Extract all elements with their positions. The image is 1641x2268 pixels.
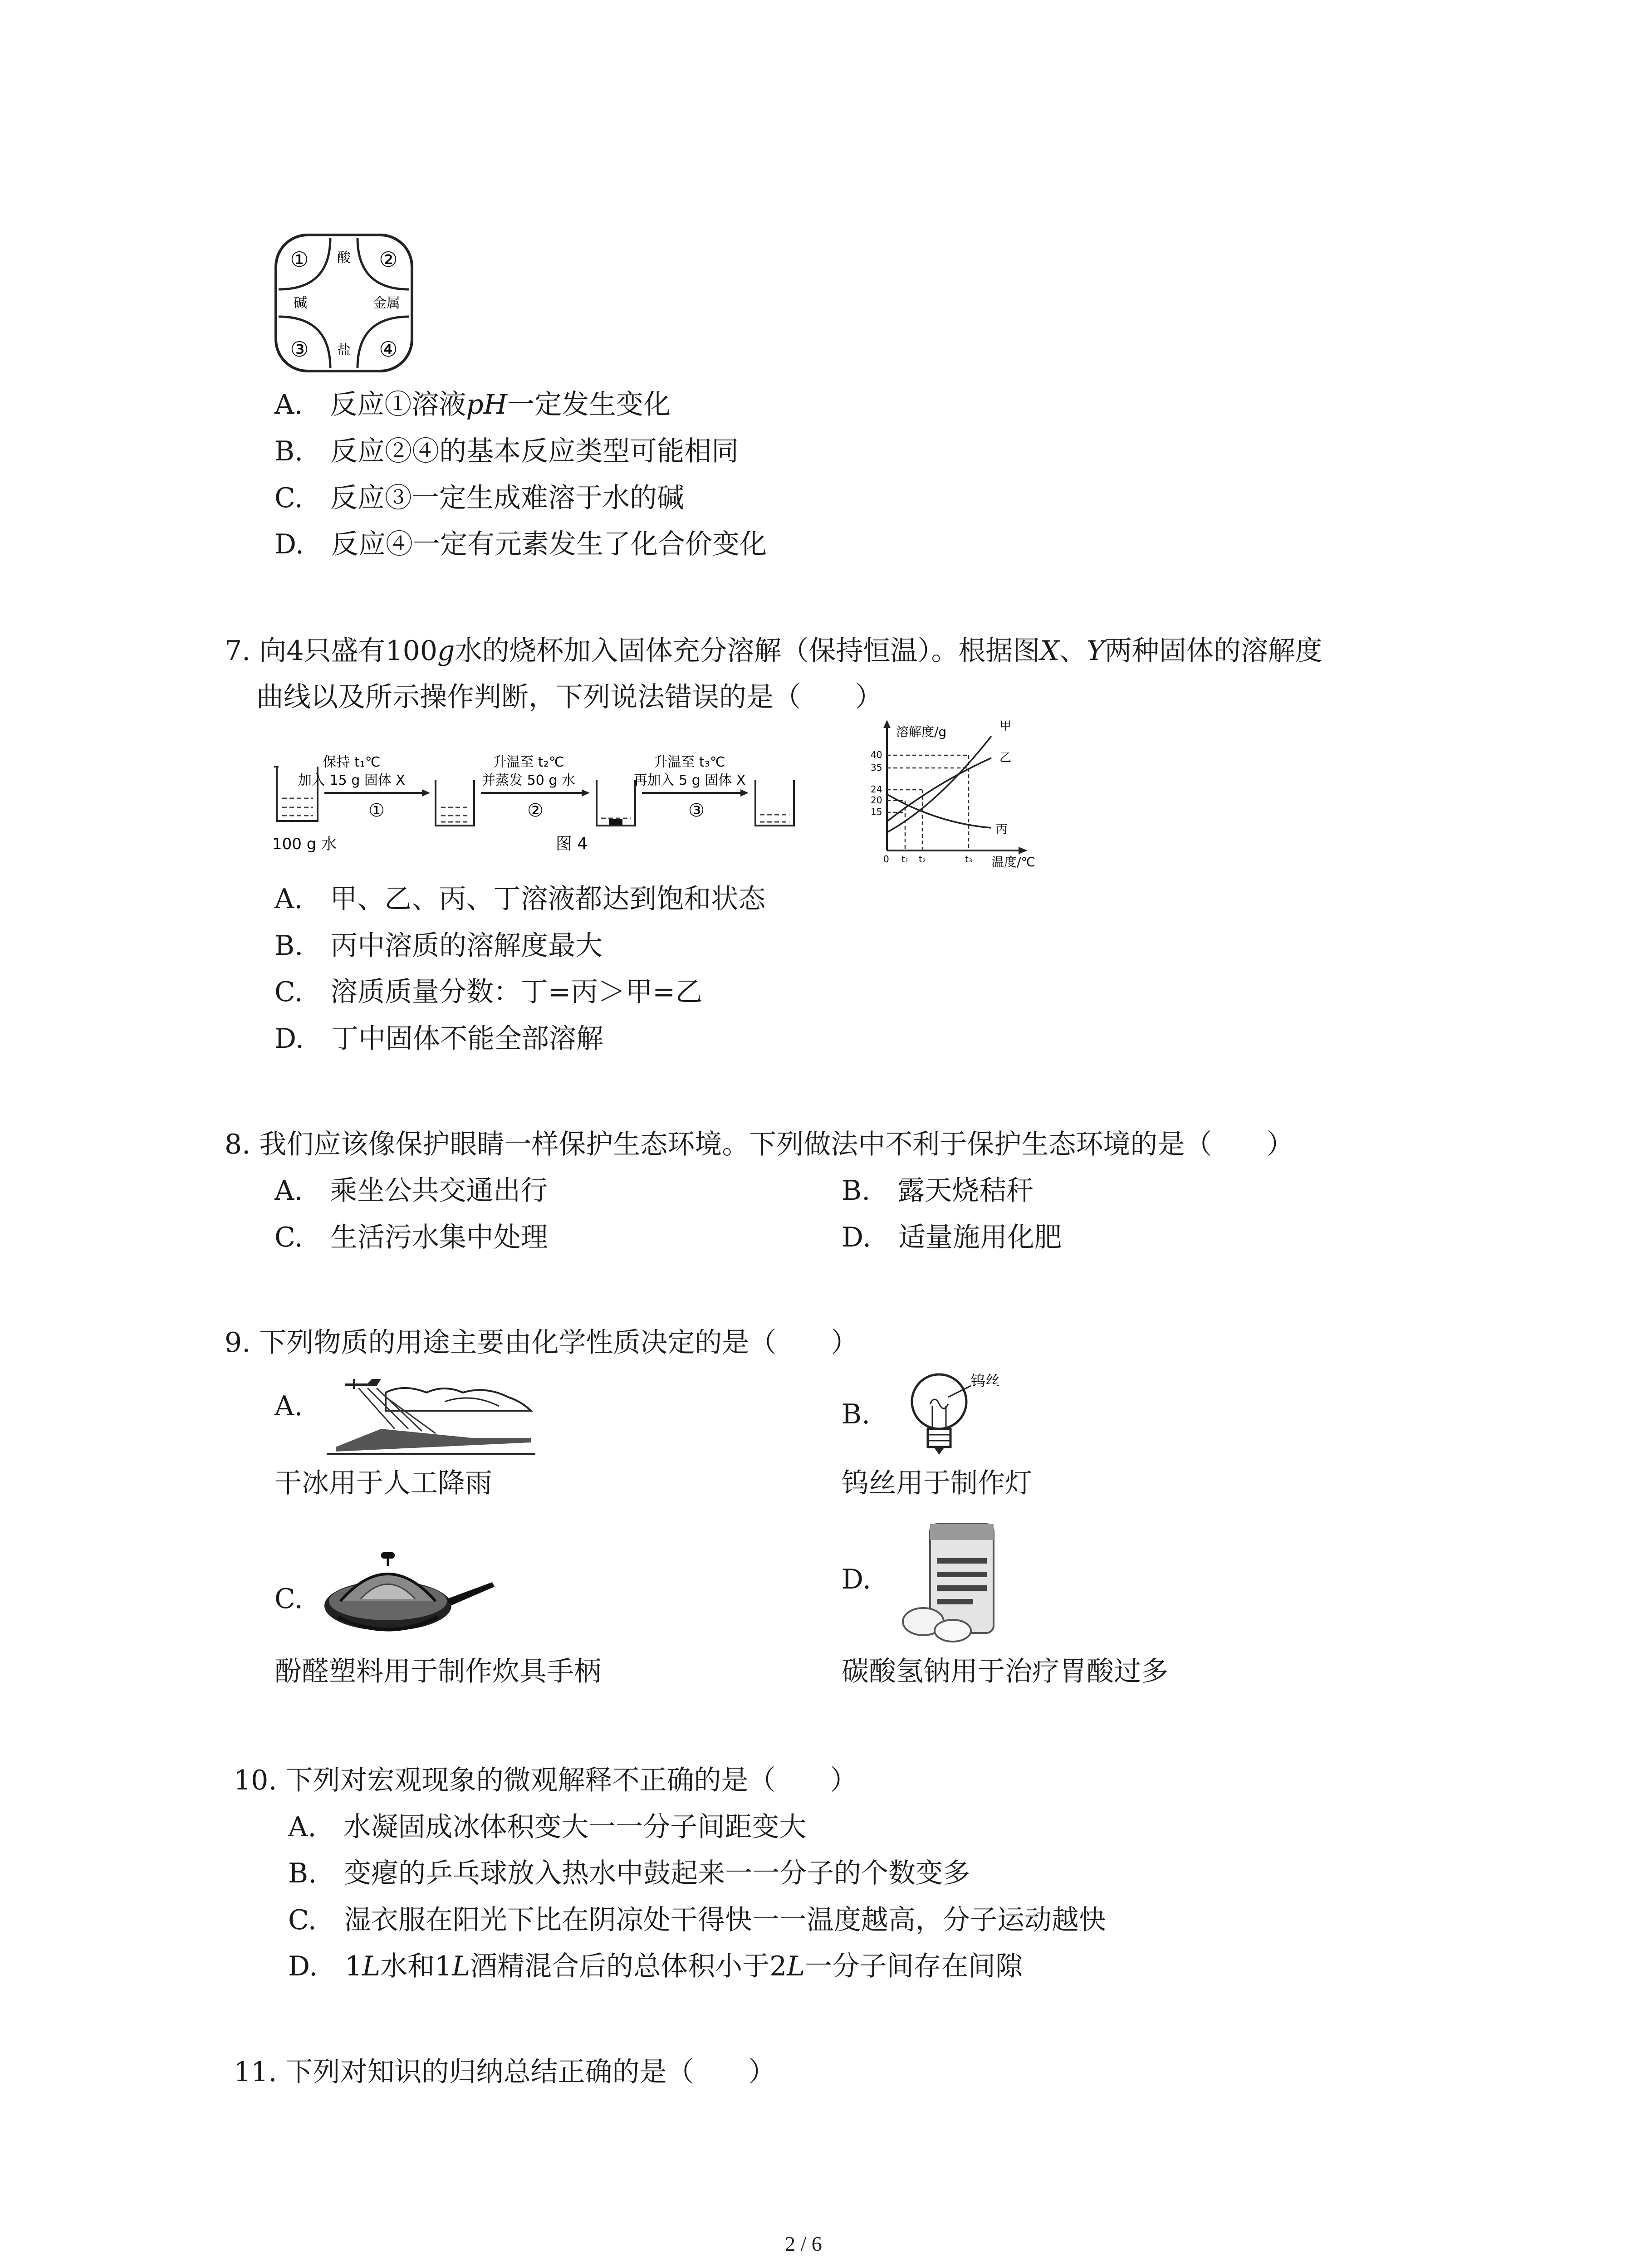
q7-experiment-svg xyxy=(272,730,898,866)
q6-diagram-c4: ④ xyxy=(379,337,398,362)
q6-option-d-text: 反应④一定有元素发生了化合价变化 xyxy=(331,528,767,560)
beaker-3 xyxy=(597,780,635,826)
q10-stem: 10. 下列对宏观现象的微观解释不正确的是（ ） xyxy=(234,1765,857,1796)
q6-diagram-svg xyxy=(272,231,417,376)
q10-option-c-key: C. xyxy=(288,1904,317,1936)
q6-option-c xyxy=(274,475,684,521)
graph-ytick-35: 35 xyxy=(871,762,882,773)
graph-xtick-0: 0 xyxy=(883,854,889,865)
graph-xtick-t3: t₃ xyxy=(965,854,972,865)
q8-stem: 8. 我们应该像保护眼睛一样保护生态环境。下列做法中不利于保护生态环境的是（ ） xyxy=(225,1129,1294,1160)
q9-option-d-caption: 碳酸氢钠用于治疗胃酸过多 xyxy=(842,1656,1168,1687)
q6-option-a-post: 一定发生变化 xyxy=(507,389,671,420)
q10-option-a xyxy=(288,1804,806,1850)
beaker-4 xyxy=(755,780,794,826)
q7-stem-c: 、 xyxy=(1059,635,1087,667)
graph-xtick-t2: t₂ xyxy=(919,854,926,865)
q10-option-d xyxy=(288,1944,1023,1989)
q6-diagram-acid: 酸 xyxy=(337,250,351,266)
q7-graph-svg xyxy=(855,714,1046,869)
step2-bottom: 并蒸发 50 g 水 xyxy=(482,772,575,788)
q9-option-c-key: C. xyxy=(274,1583,303,1615)
q10-option-b xyxy=(288,1851,970,1896)
q10-option-d-key: D. xyxy=(288,1950,318,1982)
q6-conversion-diagram xyxy=(272,231,417,376)
bulb-label: 钨丝 xyxy=(971,1372,1000,1389)
graph-ytick-40: 40 xyxy=(871,749,882,760)
q8-option-b xyxy=(842,1168,1034,1213)
q8-option-c xyxy=(274,1215,548,1260)
q7-option-b-text: 丙中溶质的溶解度最大 xyxy=(330,930,603,962)
q9-option-b-caption: 钨丝用于制作灯 xyxy=(842,1467,1032,1499)
q9-image-bulb xyxy=(903,1368,1012,1458)
q7-option-d-key: D. xyxy=(274,1023,304,1055)
graph-ytick-15: 15 xyxy=(871,807,882,817)
q9-image-pan xyxy=(320,1538,497,1651)
graph-curve-jia: 甲 xyxy=(999,719,1012,733)
q10-option-d-i1: L xyxy=(362,1950,381,1982)
step3-top: 升温至 t₃℃ xyxy=(654,754,725,770)
q8-option-a xyxy=(274,1168,548,1213)
q7-option-a-key: A. xyxy=(274,883,303,915)
q9-image-medicine xyxy=(898,1517,1021,1644)
beaker-2 xyxy=(436,780,474,826)
q6-diagram-salt: 盐 xyxy=(337,342,351,358)
q10-option-a-text: 水凝固成冰体积变大一一分子间距变大 xyxy=(343,1811,807,1843)
q9-option-b-key: B. xyxy=(842,1398,871,1430)
q8-option-d-text: 适量施用化肥 xyxy=(898,1222,1062,1253)
step2-number: ② xyxy=(527,800,544,821)
q8-option-b-text: 露天烧秸秆 xyxy=(897,1175,1034,1207)
q10-option-d-p4: 一分子间存在间隙 xyxy=(805,1950,1023,1982)
q6-diagram-c3: ③ xyxy=(290,337,309,362)
q9-image-rain xyxy=(327,1374,540,1461)
q8-option-d xyxy=(842,1215,1062,1260)
step1-bottom: 加入 15 g 固体 X xyxy=(298,772,405,788)
q10-option-d-i3: L xyxy=(787,1950,805,1982)
q6-option-a xyxy=(274,382,671,427)
q7-experiment-figure xyxy=(272,730,898,866)
q7-option-c-key: C. xyxy=(274,976,303,1008)
q8-option-b-key: B. xyxy=(842,1175,871,1207)
q8-option-d-key: D. xyxy=(842,1222,872,1253)
q10-option-a-key: A. xyxy=(288,1811,317,1843)
q7-option-b-key: B. xyxy=(274,930,304,962)
q11-stem: 11. 下列对知识的归纳总结正确的是（ ） xyxy=(234,2056,776,2088)
q6-option-b xyxy=(274,429,739,474)
q10-option-b-text: 变瘪的乒乓球放入热水中鼓起来一一分子的个数变多 xyxy=(344,1857,970,1889)
q9-option-a-key: A. xyxy=(274,1390,303,1422)
q6-option-a-ph: pH xyxy=(466,389,508,420)
step3-bottom: 再加入 5 g 固体 X xyxy=(633,772,746,788)
step1-number: ① xyxy=(368,800,385,821)
q7-stem-line1 xyxy=(225,628,1323,674)
q6-diagram-base: 碱 xyxy=(294,295,307,311)
q10-option-c xyxy=(288,1897,1106,1943)
q7-stem-y: Y xyxy=(1087,635,1105,667)
q6-diagram-c1: ① xyxy=(290,247,309,272)
q7-stem-x: X xyxy=(1040,635,1060,667)
q6-diagram-c2: ② xyxy=(379,247,398,272)
q7-option-c xyxy=(274,969,702,1015)
q6-diagram-metal: 金属 xyxy=(373,295,400,311)
q7-stem-line2: 曲线以及所示操作判断，下列说法错误的是（ ） xyxy=(256,681,882,713)
q6-option-c-key: C. xyxy=(274,482,303,514)
graph-xtick-t1: t₁ xyxy=(901,854,909,865)
q7-option-d xyxy=(274,1016,603,1061)
q8-option-c-text: 生活污水集中处理 xyxy=(330,1222,548,1253)
q8-option-a-key: A. xyxy=(274,1175,303,1207)
q9-option-a-caption: 干冰用于人工降雨 xyxy=(274,1467,492,1499)
q7-stem-a: 7. 向4只盛有100 xyxy=(225,635,438,667)
q7-stem-g: g xyxy=(437,635,455,667)
graph-curve-yi: 乙 xyxy=(999,751,1012,765)
graph-curve-bing: 丙 xyxy=(996,823,1008,836)
q8-option-c-key: C. xyxy=(274,1222,303,1253)
q7-option-c-text: 溶质质量分数：丁=丙＞甲=乙 xyxy=(330,976,703,1008)
q10-option-d-i2: L xyxy=(452,1950,470,1982)
q6-option-d-key: D. xyxy=(274,528,304,560)
q10-option-d-p1: 1 xyxy=(345,1950,362,1982)
graph-ytick-20: 20 xyxy=(871,795,882,806)
water-label: 100 g 水 xyxy=(272,835,337,853)
q10-option-d-p2: 水和1 xyxy=(380,1950,452,1982)
step1-top: 保持 t₁℃ xyxy=(323,754,381,770)
q9-option-d-key: D. xyxy=(842,1564,872,1595)
q6-option-b-text: 反应②④的基本反应类型可能相同 xyxy=(330,435,739,467)
step3-number: ③ xyxy=(688,800,705,821)
q6-option-a-pre: 反应①溶液 xyxy=(330,389,466,420)
graph-ylabel: 溶解度/g xyxy=(896,724,947,739)
q7-stem-d: 两种固体的溶解度 xyxy=(1104,635,1323,667)
q9-stem: 9. 下列物质的用途主要由化学性质决定的是（ ） xyxy=(225,1327,858,1359)
q9-option-c-caption: 酚醛塑料用于制作炊具手柄 xyxy=(274,1656,601,1687)
q7-option-a-text: 甲、乙、丙、丁溶液都达到饱和状态 xyxy=(330,883,766,915)
q6-option-a-key: A. xyxy=(274,389,303,420)
q10-option-b-key: B. xyxy=(288,1857,317,1889)
q7-option-b xyxy=(274,923,603,968)
q7-option-a xyxy=(274,876,765,922)
q6-option-d xyxy=(274,522,767,567)
graph-xlabel: 温度/℃ xyxy=(991,855,1035,869)
page-number: 2 / 6 xyxy=(785,2232,822,2255)
graph-ytick-24: 24 xyxy=(871,784,882,795)
q6-option-c-text: 反应③一定生成难溶于水的碱 xyxy=(330,482,684,514)
q8-option-a-text: 乘坐公共交通出行 xyxy=(330,1175,548,1207)
q6-option-b-key: B. xyxy=(274,435,304,467)
q7-option-d-text: 丁中固体不能全部溶解 xyxy=(331,1023,604,1055)
q7-stem-b: 水的烧杯加入固体充分溶解（保持恒温）。根据图 xyxy=(455,635,1040,667)
figure-caption: 图 4 xyxy=(555,835,588,853)
q7-solubility-graph xyxy=(855,714,1046,869)
q10-option-c-text: 湿衣服在阳光下比在阴凉处干得快一一温度越高，分子运动越快 xyxy=(343,1904,1106,1936)
q10-option-d-p3: 酒精混合后的总体积小于2 xyxy=(470,1950,787,1982)
step2-top: 升温至 t₂℃ xyxy=(493,754,564,770)
